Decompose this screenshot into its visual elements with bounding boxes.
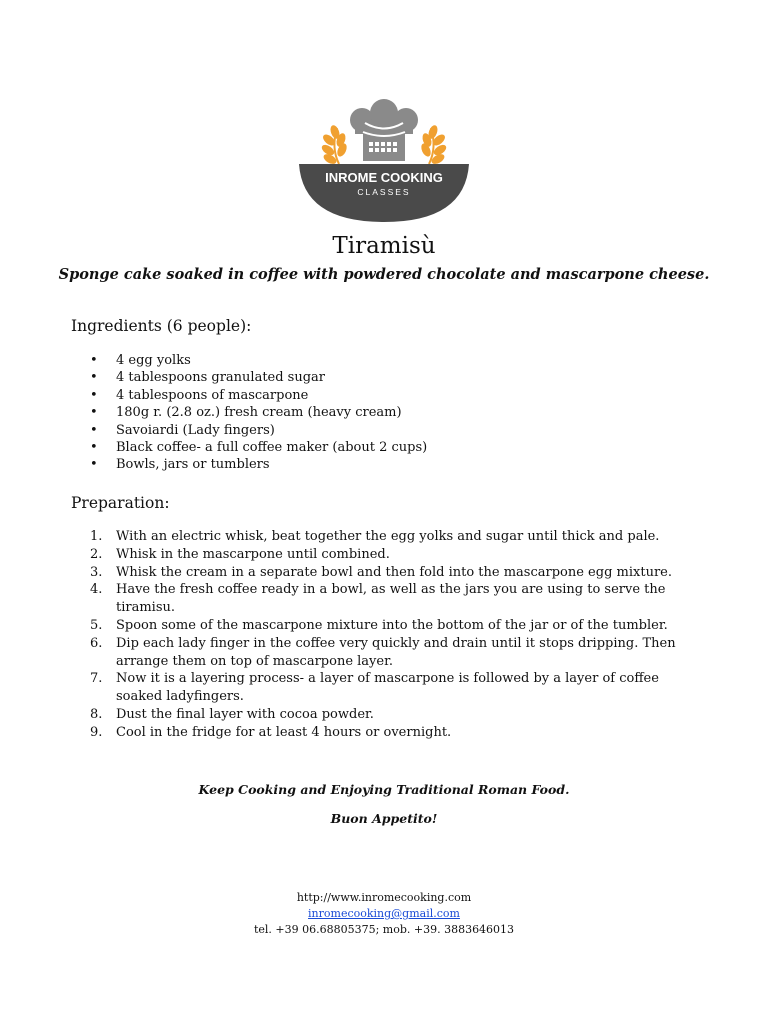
phone-text: tel. +39 06.68805375; mob. +39. 3883646013 — [253, 923, 515, 936]
ingredients-list — [90, 352, 427, 474]
preparation-steps — [90, 528, 700, 742]
closing-message: Keep Cooking and Enjoying Traditional Roman Food. — [198, 782, 570, 797]
svg-text:INROME COOKING: INROME COOKING — [325, 170, 443, 185]
list-item: • 4 egg yolks — [90, 353, 191, 368]
wheat-right-icon — [419, 124, 448, 166]
preparation-heading: Preparation: — [71, 494, 170, 512]
wheat-left-icon — [320, 124, 349, 166]
recipe-title: Tiramisù — [332, 233, 436, 259]
recipe-subtitle: Sponge cake soaked in coffee with powdered chocolate and mascarpone cheese. — [58, 266, 710, 283]
closing-greeting: Buon Appetito! — [330, 811, 438, 826]
ingredients-heading: Ingredients (6 people): — [71, 317, 252, 335]
step-item: 7. Now it is a layering process- a layer of mascarpone is followed by a layer of coffee soaked ladyfingers. — [90, 671, 659, 705]
step-item: 9. Cool in the fridge for at least 4 hours or overnight. — [90, 724, 452, 740]
step-item: 2. Whisk in the mascarpone until combined. — [90, 546, 390, 562]
email-link[interactable]: inromecooking@gmail.com — [308, 907, 460, 920]
step-item: 6. Dip each lady finger in the coffee very quickly and drain until it stops dripping. Then arrange them on top of mascarpone layer. — [90, 635, 676, 669]
step-item: 5. Spoon some of the mascarpone mixture into the bottom of the jar or of the tumbler. — [90, 617, 668, 633]
step-item: 4. Have the fresh coffee ready in a bowl, as well as the jars you are using to serve the tiramisu. — [90, 582, 666, 616]
step-item: 1. With an electric whisk, beat together the egg yolks and sugar until thick and pale. — [90, 529, 660, 544]
list-item: • Black coffee- a full coffee maker (about 2 cups) — [90, 440, 428, 456]
list-item: • 4 tablespoons granulated sugar — [90, 370, 326, 386]
svg-text:CLASSES: CLASSES — [357, 187, 411, 197]
list-item: • Bowls, jars or tumblers — [90, 457, 270, 473]
inrome-cooking-logo — [295, 98, 473, 222]
list-item: • Savoiardi (Lady fingers) — [90, 422, 275, 438]
list-item: • 4 tablespoons of mascarpone — [90, 387, 309, 403]
step-item: 8. Dust the final layer with cocoa powder. — [90, 706, 374, 722]
chef-hat-icon — [350, 99, 418, 161]
website-text: http://www.inromecooking.com — [296, 891, 472, 904]
list-item: • 180g r. (2.8 oz.) fresh cream (heavy cream) — [90, 405, 402, 421]
step-item: 3. Whisk the cream in a separate bowl and then fold into the mascarpone egg mixture. — [90, 564, 672, 580]
